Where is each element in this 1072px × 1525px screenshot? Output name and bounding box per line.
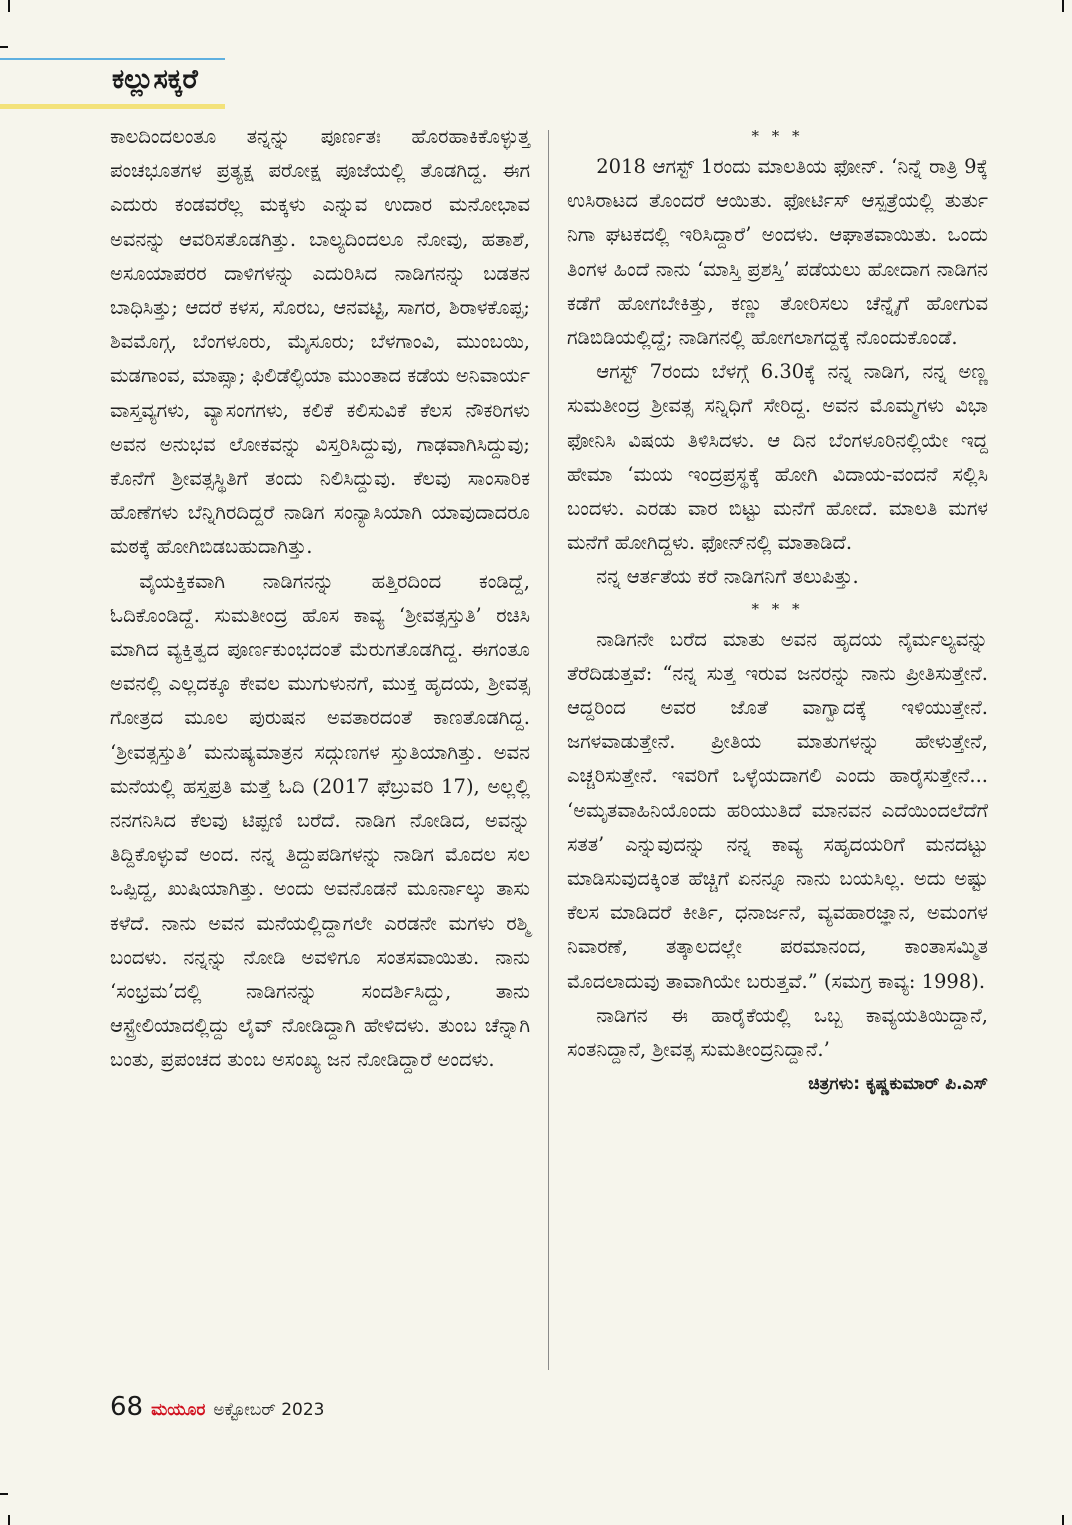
paragraph: ಕಾಲದಿಂದಲಂತೂ ತನ್ನನ್ನು ಪೂರ್ಣತಃ ಹೊರಹಾಕಿಕೊಳ್ಳುತ್ತ ಪಂಚಭೂತಗಳ ಪ್ರತ್ಯಕ್ಷ ಪರೋಕ್ಷ ಪೂಜೆಯಲ್ಲಿ ತೊಡಗಿದ್ದ. ಈಗ ಎದುರು ಕಂಡವರೆಲ್ಲ ಮಕ್ಕಳು ಎನ್ನುವ ಉದಾರ ಮನೋಭಾವ ಅವನನ್ನು ಆವರಿಸತೊಡಗಿತ್ತು. ಬಾಲ್ಯದಿಂದಲೂ ನೋವು, ಹತಾಶೆ, ಅಸೂಯಾಪರರ ದಾಳಿಗಳನ್ನು ಎದುರಿಸಿದ ನಾಡಿಗನನ್ನು ಬಡತನ ಬಾಧಿಸಿತ್ತು; ಆದರೆ ಕಳಸ, ಸೊರಬ, ಆನವಟ್ಟಿ, ಸಾಗರ, ಶಿರಾಳಕೊಪ್ಪ; ಶಿವಮೊಗ್ಗ, ಬೆಂಗಳೂರು, ಮೈಸೂರು; ಬೆಳಗಾಂವಿ, ಮುಂಬಯಿ, ಮಡಗಾಂವ, ಮಾಪ್ಸಾ; ಫಿಲಿಡೆಲ್ಫಿಯಾ ಮುಂತಾದ ಕಡೆಯ ಅನಿವಾರ್ಯ ವಾಸ್ತವ್ಯಗಳು, ವ್ಯಾಸಂಗಗಳು, ಕಲಿಕೆ ಕಲಿಸುವಿಕೆ ಕೆಲಸ ನೌಕರಿಗಳು ಅವನ ಅನುಭವ ಲೋಕವನ್ನು ವಿಸ್ತರಿಸಿದ್ದುವು, ಗಾಢವಾಗಿಸಿದ್ದುವು; ಕೊನೆಗೆ ಶ್ರೀವತ್ಸಸ್ಥಿತಿಗೆ ತಂದು ನಿಲಿಸಿದ್ದುವು. ಕೆಲವು ಸಾಂಸಾರಿಕ ಹೊಣೆಗಳು ಬೆನ್ನಿಗಿರದಿದ್ದರೆ ನಾಡಿಗ ಸಂನ್ಯಾಸಿಯಾಗಿ ಯಾವುದಾದರೂ ಮಠಕ್ಕೆ ಹೋಗಿಬಿಡಬಹುದಾಗಿತ್ತು. [110,125,530,559]
section-separator: * * * [751,599,804,618]
magazine-logo: ಮಯೂರ [151,1400,206,1420]
issue-date: ಅಕ್ಟೋಬರ್ 2023 [213,1400,325,1420]
crop-mark-bottom-left [8,1515,10,1525]
paragraph: 2018 ಆಗಸ್ಟ್ 1ರಂದು ಮಾಲತಿಯ ಫೋನ್. ‘ನಿನ್ನೆ ರಾತ್ರಿ 9ಕ್ಕೆ ಉಸಿರಾಟದ ತೊಂದರೆ ಆಯಿತು. ಫೋರ್ಟಿಸ್ ಆಸ್ಪತ್ರೆಯಲ್ಲಿ ತುರ್ತು ನಿಗಾ ಘಟಕದಲ್ಲಿ ಇರಿಸಿದ್ದಾರೆ’ ಅಂದಳು. ಆಘಾತವಾಯಿತು. ಒಂದು ತಿಂಗಳ ಹಿಂದೆ ನಾನು ‘ಮಾಸ್ತಿ ಪ್ರಶಸ್ತಿ’ ಪಡೆಯಲು ಹೋದಾಗ ನಾಡಿಗನ ಕಡೆಗೆ ಹೋಗಬೇಕಿತ್ತು, ಕಣ್ಣು ತೋರಿಸಲು ಚೆನ್ನೈಗೆ ಹೋಗುವ ಗಡಿಬಿಡಿಯಲ್ಲಿದ್ದೆ; ನಾಡಿಗನಲ್ಲಿ ಹೋಗಲಾಗದ್ದಕ್ಕೆ ನೊಂದುಕೊಂಡೆ. [567,155,988,350]
paragraph: ವೈಯಕ್ತಿಕವಾಗಿ ನಾಡಿಗನನ್ನು ಹತ್ತಿರದಿಂದ ಕಂಡಿದ್ದೆ, ಓದಿಕೊಂಡಿದ್ದೆ. ಸುಮತೀಂದ್ರ ಹೊಸ ಕಾವ್ಯ ‘ಶ್ರೀವತ್ಸಸ್ತುತಿ’ ರಚಿಸಿ ಮಾಗಿದ ವ್ಯಕ್ತಿತ್ವದ ಪೂರ್ಣಕುಂಭದಂತೆ ಮೆರುಗತೊಡಗಿದ್ದ. ಈಗಂತೂ ಅವನಲ್ಲಿ ಎಲ್ಲದಕ್ಕೂ ಕೇವಲ ಮುಗುಳುನಗೆ, ಮುಕ್ತ ಹೃದಯ, ಶ್ರೀವತ್ಸ ಗೋತ್ರದ ಮೂಲ ಪುರುಷನ ಅವತಾರದಂತೆ ಕಾಣತೊಡಗಿದ್ದ. ‘ಶ್ರೀವತ್ಸಸ್ತುತಿ’ ಮನುಷ್ಯಮಾತ್ರನ ಸದ್ಗುಣಗಳ ಸ್ತುತಿಯಾಗಿತ್ತು. ಅವನ ಮನೆಯಲ್ಲಿ ಹಸ್ತಪ್ರತಿ ಮತ್ತೆ ಓದಿ (2017 ಫೆಬ್ರುವರಿ 17), ಅಲ್ಲಲ್ಲಿ ನನಗನಿಸಿದ ಕೆಲವು ಟಿಪ್ಪಣಿ ಬರೆದೆ. ನಾಡಿಗ ನೋಡಿದ, ಅವನ್ನು ತಿದ್ದಿಕೊಳ್ಳುವೆ ಅಂದ. ನನ್ನ ತಿದ್ದುಪಡಿಗಳನ್ನು ನಾಡಿಗ ಮೊದಲ ಸಲ ಒಪ್ಪಿದ್ದ, ಖುಷಿಯಾಗಿತ್ತು. ಅಂದು ಅವನೊಡನೆ ಮೂರ್ನಾಲ್ಕು ತಾಸು ಕಳೆದೆ. ನಾನು ಅವನ ಮನೆಯಲ್ಲಿದ್ದಾಗಲೇ ಎರಡನೇ ಮಗಳು ರಶ್ಮಿ ಬಂದಳು. ನನ್ನನ್ನು ನೋಡಿ ಅವಳಿಗೂ ಸಂತಸವಾಯಿತು. ನಾನು ‘ಸಂಭ್ರಮ’ದಲ್ಲಿ ನಾಡಿಗನನ್ನು ಸಂದರ್ಶಿಸಿದ್ದು, ತಾನು ಆಸ್ಟ್ರೇಲಿಯಾದಲ್ಲಿದ್ದು ಲೈವ್ ನೋಡಿದ್ದಾಗಿ ಹೇಳಿದಳು. ತುಂಬ ಚೆನ್ನಾಗಿ ಬಂತು, ಪ್ರಪಂಚದ ತುಂಬ ಅಸಂಖ್ಯ ಜನ ನೋಡಿದ್ದಾರೆ ಅಂದಳು. [110,569,530,1072]
column-divider [548,130,549,1370]
section-separator: * * * [751,127,804,145]
crop-mark-left-upper [0,46,8,48]
right-column [567,122,988,1101]
crop-mark-top-right [1062,0,1064,12]
paragraph: ಆಗಸ್ಟ್ 7ರಂದು ಬೆಳಗ್ಗೆ 6.30ಕ್ಕೆ ನನ್ನ ನಾಡಿಗ, ನನ್ನ ಅಣ್ಣ ಸುಮತೀಂದ್ರ ಶ್ರೀವತ್ಸ ಸನ್ನಿಧಿಗೆ ಸೇರಿದ್ದ. ಅವನ ಮೊಮ್ಮಗಳು ವಿಭಾ ಫೋನಿಸಿ ವಿಷಯ ತಿಳಿಸಿದಳು. ಆ ದಿನ ಬೆಂಗಳೂರಿನಲ್ಲಿಯೇ ಇದ್ದ ಹೇಮಾ ‘ಮಯ ಇಂದ್ರಪ್ರಸ್ಥಕ್ಕೆ ಹೋಗಿ ವಿದಾಯ-ವಂದನೆ ಸಲ್ಲಿಸಿ ಬಂದಳು. ಎರಡು ವಾರ ಬಿಟ್ಟು ಮನೆಗೆ ಹೋದೆ. ಮಾಲತಿ ಮಗಳ ಮನೆಗೆ ಹೋಗಿದ್ದಳು. ಫೋನ್‌ನಲ್ಲಿ ಮಾತಾಡಿದೆ. [567,360,988,555]
title-underline [0,104,225,109]
section-title: ಕಲ್ಲುಸಕ್ಕರೆ [112,64,198,95]
paragraph: ನಾಡಿಗನ ಈ ಹಾರೈಕೆಯಲ್ಲಿ ಒಬ್ಬ ಕಾವ್ಯಯತಿಯಿದ್ದಾನೆ, ಸಂತನಿದ್ದಾನೆ, ಶ್ರೀವತ್ಸ ಸುಮತೀಂದ್ರನಿದ್ದಾನೆ.’ [567,1003,988,1062]
left-column [110,120,530,1078]
crop-mark-left-lower [0,1493,8,1495]
header-accent-line [0,58,225,60]
photo-credit: ಚಿತ್ರಗಳು: ಕೃಷ್ಣಕುಮಾರ್ ಪಿ.ಎಸ್ [808,1074,988,1095]
crop-mark-bottom-right [1062,1515,1064,1525]
page-footer [110,1392,325,1422]
paragraph: ನನ್ನ ಆರ್ತತೆಯ ಕರೆ ನಾಡಿಗನಿಗೆ ತಲುಪಿತ್ತು. [596,565,859,589]
crop-mark-top-left [8,0,10,12]
paragraph: ನಾಡಿಗನೇ ಬರೆದ ಮಾತು ಅವನ ಹೃದಯ ನೈರ್ಮಲ್ಯವನ್ನು ತೆರೆದಿಡುತ್ತವೆ: “ನನ್ನ ಸುತ್ತ ಇರುವ ಜನರನ್ನು ನಾನು ಪ್ರೀತಿಸುತ್ತೇನೆ. ಆದ್ದರಿಂದ ಅವರ ಜೊತೆ ವಾಗ್ವಾದಕ್ಕೆ ಇಳಿಯುತ್ತೇನೆ. ಜಗಳವಾಡುತ್ತೇನೆ. ಪ್ರೀತಿಯ ಮಾತುಗಳನ್ನು ಹೇಳುತ್ತೇನೆ, ಎಚ್ಚರಿಸುತ್ತೇನೆ. ಇವರಿಗೆ ಒಳ್ಳೆಯದಾಗಲಿ ಎಂದು ಹಾರೈಸುತ್ತೇನೆ... ‘ಅಮೃತವಾಹಿನಿಯೊಂದು ಹರಿಯುತಿದೆ ಮಾನವನ ಎದೆಯಿಂದಲೆದೆಗೆ ಸತತ’ ಎನ್ನುವುದನ್ನು ನನ್ನ ಕಾವ್ಯ ಸಹೃದಯರಿಗೆ ಮನದಟ್ಟು ಮಾಡಿಸುವುದಕ್ಕಿಂತ ಹೆಚ್ಚಿಗೆ ಏನನ್ನೂ ನಾನು ಬಯಸಿಲ್ಲ. ಅದು ಅಷ್ಟು ಕೆಲಸ ಮಾಡಿದರೆ ಕೀರ್ತಿ, ಧನಾರ್ಜನೆ, ವ್ಯವಹಾರಜ್ಞಾನ, ಅಮಂಗಳ ನಿವಾರಣೆ, ತತ್ಕಾಲದಲ್ಲೇ ಪರಮಾನಂದ, ಕಾಂತಾಸಮ್ಮಿತ ಮೊದಲಾದುವು ತಾವಾಗಿಯೇ ಬರುತ್ತವೆ.” (ಸಮಗ್ರ ಕಾವ್ಯ: 1998). [567,627,988,993]
page-number: 68 [110,1392,144,1422]
